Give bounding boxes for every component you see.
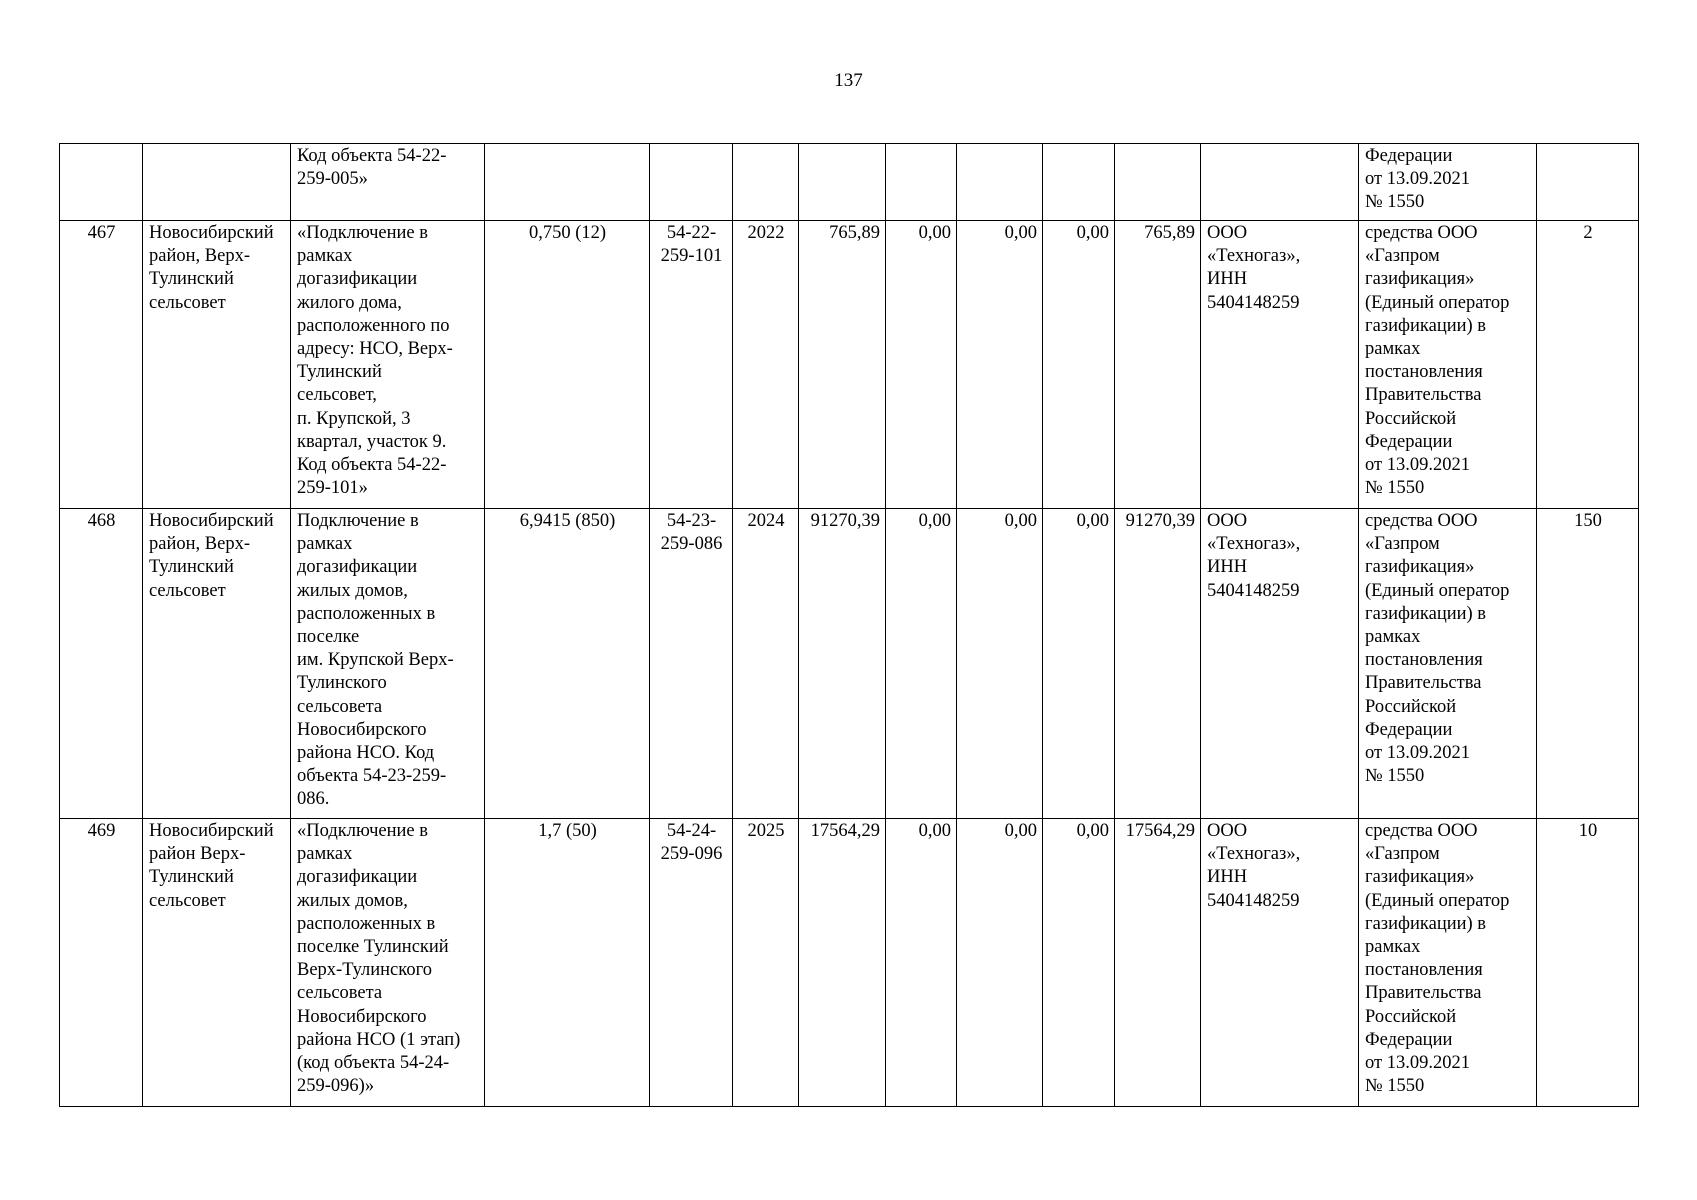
district-cell: Новосибирский район, Верх- Тулинский сельсовет [143, 509, 291, 819]
regional-budget-cell: 0,00 [957, 221, 1043, 509]
municipal-budget-cell [1043, 144, 1115, 221]
object-code-cell: 54-22- 259-101 [650, 221, 733, 509]
other-sources-cell [1115, 144, 1201, 221]
page-number: 137 [834, 70, 863, 91]
row-number-cell: 468 [60, 509, 143, 819]
object-code-cell [650, 144, 733, 221]
total-cost-cell: 765,89 [799, 221, 886, 509]
federal-budget-cell [886, 144, 957, 221]
executor-cell: ООО «Техногаз», ИНН 5404148259 [1201, 509, 1359, 819]
table-row [60, 144, 1639, 221]
district-cell: Новосибирский район Верх- Тулинский сельсовет [143, 819, 291, 1107]
federal-budget-cell: 0,00 [886, 819, 957, 1107]
municipal-budget-cell: 0,00 [1043, 509, 1115, 819]
district-cell: Новосибирский район, Верх- Тулинский сельсовет [143, 221, 291, 509]
object-name-cell: «Подключение в рамках догазификации жилого дома, расположенного по адресу: НСО, Верх- Тулинский сельсовет, п. Крупской, 3 квартал, участок 9. Код объекта 54-22- 259-101» [291, 221, 485, 509]
total-cost-cell: 17564,29 [799, 819, 886, 1107]
regional-budget-cell: 0,00 [957, 819, 1043, 1107]
capacity-cell: 0,750 (12) [485, 221, 650, 509]
other-sources-cell: 91270,39 [1115, 509, 1201, 819]
row-number-cell: 469 [60, 819, 143, 1107]
row-number-cell [60, 144, 143, 221]
year-cell: 2024 [733, 509, 799, 819]
table-row [60, 221, 1639, 509]
object-code-cell: 54-23- 259-086 [650, 509, 733, 819]
other-sources-cell: 17564,29 [1115, 819, 1201, 1107]
total-cost-cell: 91270,39 [799, 509, 886, 819]
total-cost-cell [799, 144, 886, 221]
executor-cell [1201, 144, 1359, 221]
capacity-cell: 6,9415 (850) [485, 509, 650, 819]
quantity-cell [1537, 144, 1639, 221]
object-code-cell: 54-24- 259-096 [650, 819, 733, 1107]
federal-budget-cell: 0,00 [886, 221, 957, 509]
row-number-cell: 467 [60, 221, 143, 509]
capacity-cell [485, 144, 650, 221]
funding-source-cell: средства ООО «Газпром газификация» (Единый оператор газификации) в рамках постановления Правительства Российской Федерации от 13.09.2021 № 1550 [1359, 819, 1537, 1107]
year-cell: 2025 [733, 819, 799, 1107]
federal-budget-cell: 0,00 [886, 509, 957, 819]
table-row [60, 819, 1639, 1107]
other-sources-cell: 765,89 [1115, 221, 1201, 509]
year-cell [733, 144, 799, 221]
executor-cell: ООО «Техногаз», ИНН 5404148259 [1201, 819, 1359, 1107]
district-cell [143, 144, 291, 221]
funding-source-cell: средства ООО «Газпром газификация» (Единый оператор газификации) в рамках постановления Правительства Российской Федерации от 13.09.2021 № 1550 [1359, 221, 1537, 509]
object-name-cell: «Подключение в рамках догазификации жилых домов, расположенных в поселке Тулинский Верх-Тулинского сельсовета Новосибирского района НСО (1 этап) (код объекта 54-24- 259-096)» [291, 819, 485, 1107]
capacity-cell: 1,7 (50) [485, 819, 650, 1107]
object-name-cell: Код объекта 54-22- 259-005» [291, 144, 485, 221]
gasification-registry-table [59, 143, 1639, 1107]
executor-cell: ООО «Техногаз», ИНН 5404148259 [1201, 221, 1359, 509]
municipal-budget-cell: 0,00 [1043, 221, 1115, 509]
quantity-cell: 2 [1537, 221, 1639, 509]
object-name-cell: Подключение в рамках догазификации жилых домов, расположенных в поселке им. Крупской Верх- Тулинского сельсовета Новосибирского района НСО. Код объекта 54-23-259- 086. [291, 509, 485, 819]
funding-source-cell: средства ООО «Газпром газификация» (Единый оператор газификации) в рамках постановления Правительства Российской Федерации от 13.09.2021 № 1550 [1359, 509, 1537, 819]
funding-source-cell: Федерации от 13.09.2021 № 1550 [1359, 144, 1537, 221]
regional-budget-cell: 0,00 [957, 509, 1043, 819]
quantity-cell: 10 [1537, 819, 1639, 1107]
regional-budget-cell [957, 144, 1043, 221]
municipal-budget-cell: 0,00 [1043, 819, 1115, 1107]
year-cell: 2022 [733, 221, 799, 509]
quantity-cell: 150 [1537, 509, 1639, 819]
table-row [60, 509, 1639, 819]
